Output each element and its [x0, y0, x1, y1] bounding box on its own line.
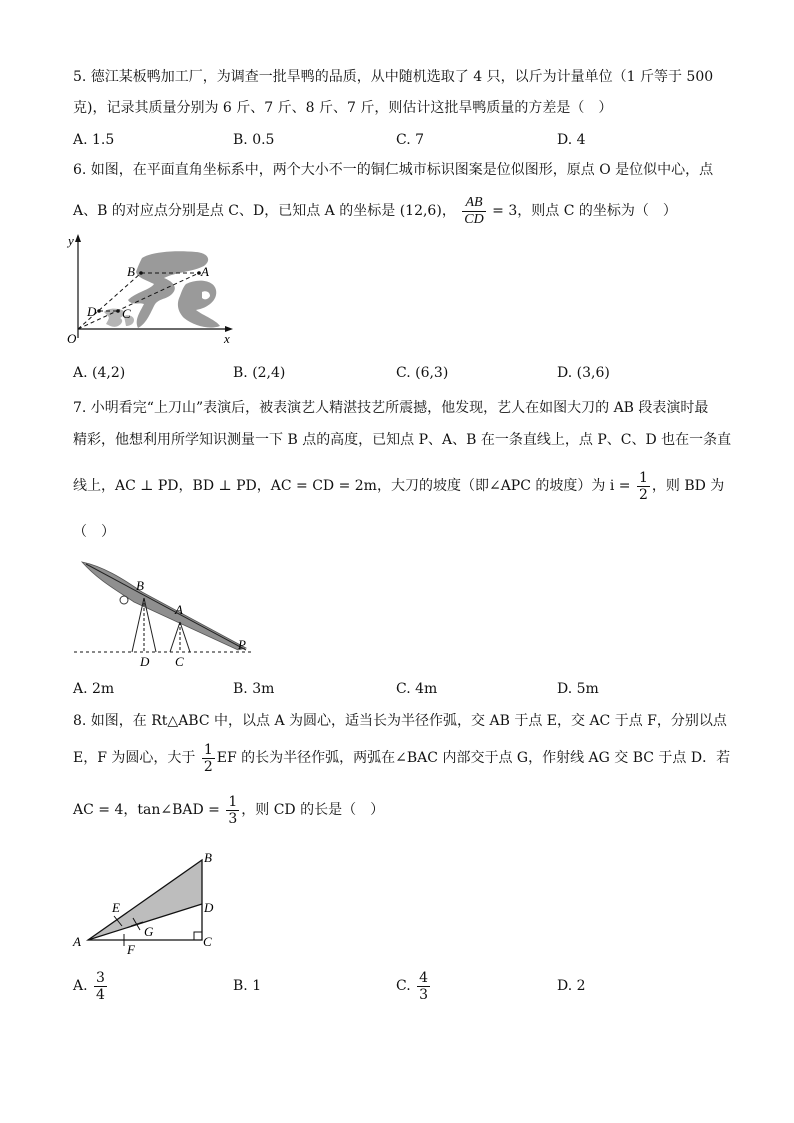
q7-stem-line1: 7. 小明看完“上刀山”表演后，被表演艺人精湛技艺所震撼，他发现，艺人在如图大刀的 AB 段表演时最	[73, 400, 709, 416]
q6-label-a: A	[201, 264, 209, 279]
q6-label-o: O	[67, 331, 77, 346]
q7-frac-den: 2	[638, 486, 648, 503]
q8-option-c-prefix: C.	[396, 978, 411, 994]
q6-label-c: C	[122, 306, 131, 321]
q7-stem-line4: （ ）	[73, 524, 115, 540]
q6-label-x: x	[224, 331, 230, 346]
q7-stem-line3	[73, 468, 724, 504]
q6-stem-part-b: ，则点 C 的坐标为（ ）	[517, 203, 677, 219]
q6-ratio-eq: = 3	[492, 203, 518, 219]
q6-label-y: y	[68, 233, 74, 248]
q8-stem-part-c: AC = 4，tan∠BAD =	[73, 802, 220, 818]
q8-frac2-den: 3	[228, 810, 238, 827]
q5-option-b[interactable]: B. 0.5	[233, 132, 275, 148]
q8-figure	[70, 846, 230, 956]
q7-blade-ring	[120, 596, 128, 604]
q8-label-a: A	[73, 934, 81, 949]
q5-option-c[interactable]: C. 7	[396, 132, 425, 148]
q6-label-b: B	[127, 264, 135, 279]
q8-option-c-fraction	[417, 970, 430, 1003]
q8-label-d: D	[204, 900, 214, 915]
q7-option-a[interactable]: A. 2m	[73, 681, 115, 697]
q6-label-d: D	[87, 304, 97, 319]
q6-fraction-ab-cd	[462, 195, 485, 228]
q8-option-a-num: 3	[96, 969, 105, 986]
q7-stem-part-a: 线上，AC ⊥ PD，BD ⊥ PD，AC = CD = 2m，大刀的坡度（即∠APC 的坡度）为 i =	[73, 478, 631, 494]
q5-option-a[interactable]: A. 1.5	[73, 132, 115, 148]
q8-stem-part-d: ，则 CD 的长是（ ）	[241, 802, 385, 818]
q6-stem-line1: 6. 如图，在平面直角坐标系中，两个大小不一的铜仁城市标识图案是位似图形，原点 O 是位似中心，点	[73, 162, 714, 178]
q8-label-b: B	[204, 850, 212, 865]
q8-option-a[interactable]	[73, 968, 109, 1004]
q6-figure	[66, 228, 256, 346]
q7-frac-num: 1	[638, 469, 648, 486]
q8-label-c: C	[203, 934, 212, 949]
q7-label-c: C	[175, 654, 184, 669]
q6-stem-part-a: A、B 的对应点分别是点 C、D，已知点 A 的坐标是	[73, 203, 396, 219]
q6-point-d	[97, 309, 101, 313]
q7-label-p: P	[238, 637, 246, 652]
q6-coord-a: (12,6)	[399, 203, 442, 219]
q8-label-g: G	[144, 924, 154, 939]
q7-option-c[interactable]: C. 4m	[396, 681, 438, 697]
q8-option-a-prefix: A.	[73, 978, 88, 994]
q8-option-b[interactable]: B. 1	[233, 978, 262, 994]
q6-frac-num: AB	[462, 195, 485, 212]
q5-option-d[interactable]: D. 4	[557, 132, 586, 148]
q8-stem-line1: 8. 如图，在 Rt△ABC 中，以点 A 为圆心，适当长为半径作弧，交 AB 于点 E，交 AC 于点 F，分别以点	[73, 713, 727, 729]
q6-frac-den: CD	[464, 211, 484, 227]
q8-option-a-den: 4	[96, 986, 105, 1003]
q6-y-arrow	[75, 234, 81, 242]
q6-option-a[interactable]: A. (4,2)	[73, 365, 126, 381]
q8-option-d[interactable]: D. 2	[557, 978, 586, 994]
q8-frac2-num: 1	[228, 793, 238, 810]
q7-label-d: D	[140, 654, 150, 669]
q6-stem-line2: A、B 的对应点分别是点 C、D，已知点 A 的坐标是 (12,6)， $\frac{AB}{CD}$ = 3，则点 C 的坐标为（ ）	[73, 194, 677, 227]
q8-stem-part-a: E，F 为圆心，大于	[73, 750, 196, 766]
q8-frac-num: 1	[203, 741, 213, 758]
q7-blade-edge	[86, 564, 246, 650]
q8-frac-den: 2	[203, 758, 213, 775]
q8-stem-line3	[73, 792, 384, 828]
q8-stem-part-b: EF 的长为半径作弧，两弧在∠BAC 内部交于点 G，作射线 AG 交 BC 于点 D．若	[216, 750, 731, 766]
q8-label-e: E	[112, 900, 120, 915]
q6-point-c	[116, 309, 120, 313]
q6-option-c[interactable]: C. (6,3)	[396, 365, 449, 381]
q6-point-b	[139, 271, 143, 275]
q7-label-b: B	[136, 578, 144, 593]
q7-figure	[72, 558, 262, 670]
q7-fraction-slope	[637, 470, 650, 503]
q5-stem-line1: 5. 德江某板鸭加工厂，为调查一批旱鸭的品质，从中随机选取了 4 只，以斤为计量单位（1 斤等于 500	[73, 69, 714, 85]
q8-fraction-third	[226, 794, 239, 827]
q8-label-f: F	[127, 942, 135, 956]
q5-stem-line2: 克)，记录其质量分别为 6 斤、7 斤、8 斤、7 斤，则估计这批旱鸭质量的方差是（ ）	[73, 100, 613, 116]
q6-option-d[interactable]: D. (3,6)	[557, 365, 610, 381]
q7-option-b[interactable]: B. 3m	[233, 681, 275, 697]
q8-option-c-den: 3	[419, 986, 429, 1003]
q8-option-c[interactable]	[396, 968, 432, 1004]
city-logo-large	[128, 251, 220, 328]
q8-option-a-fraction	[94, 970, 107, 1003]
q8-fraction-half	[202, 742, 215, 775]
q8-stem-line2	[73, 740, 730, 776]
q7-stem-part-b: ，则 BD 为	[651, 478, 725, 494]
q7-label-a: A	[175, 602, 183, 617]
q8-option-c-num: 4	[419, 969, 429, 986]
q7-option-d[interactable]: D. 5m	[557, 681, 599, 697]
q6-option-b[interactable]: B. (2,4)	[233, 365, 286, 381]
q8-right-angle	[194, 932, 202, 940]
q7-stem-line2: 精彩，他想利用所学知识测量一下 B 点的高度，已知点 P、A、B 在一条直线上，点 P、C、D 也在一条直	[73, 432, 732, 448]
